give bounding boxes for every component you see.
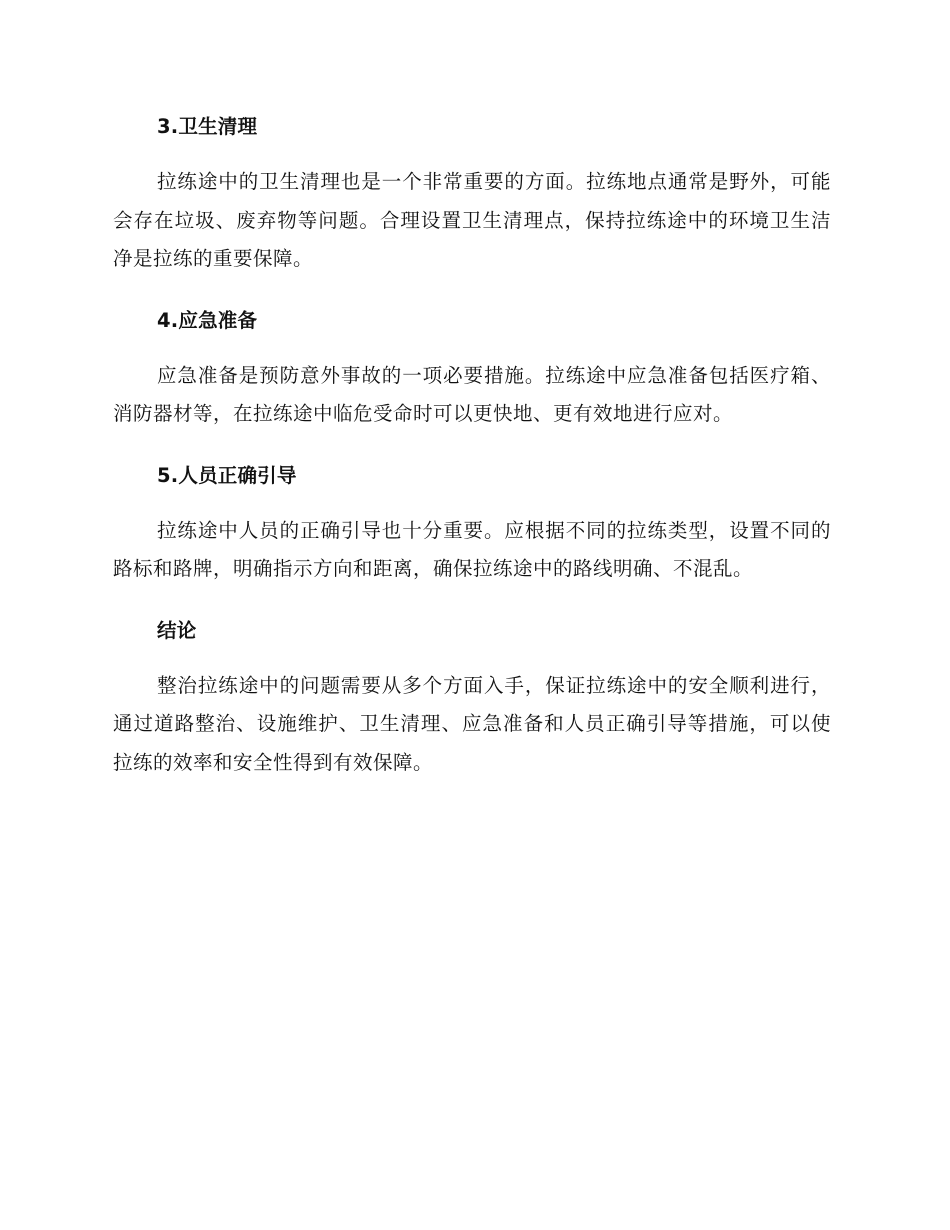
section-heading-sanitation: 3.卫生清理 <box>157 115 258 138</box>
section-paragraph-sanitation: 拉练途中的卫生清理也是一个非常重要的方面。拉练地点通常是野外，可能会存在垃圾、废弃物等问题。合理设置卫生清理点，保持拉练途中的环境卫生洁净是拉练的重要保障。 <box>113 170 831 270</box>
document-body <box>113 111 831 808</box>
section-paragraph-conclusion: 整治拉练途中的问题需要从多个方面入手，保证拉练途中的安全顺利进行，通过道路整治、设施维护、卫生清理、应急准备和人员正确引导等措施，可以使拉练的效率和安全性得到有效保障。 <box>113 673 831 774</box>
section-paragraph-emergency: 应急准备是预防意外事故的一项必要措施。拉练途中应急准备包括医疗箱、消防器材等，在拉练途中临危受命时可以更快地、更有效地进行应对。 <box>113 363 831 425</box>
section-paragraph-guidance: 拉练途中人员的正确引导也十分重要。应根据不同的拉练类型，设置不同的路标和路牌，明确指示方向和距离，确保拉练途中的路线明确、不混乱。 <box>113 518 831 580</box>
section-heading-guidance: 5.人员正确引导 <box>157 463 297 487</box>
section-heading-conclusion: 结论 <box>157 618 197 642</box>
section-heading-emergency: 4.应急准备 <box>157 308 258 332</box>
